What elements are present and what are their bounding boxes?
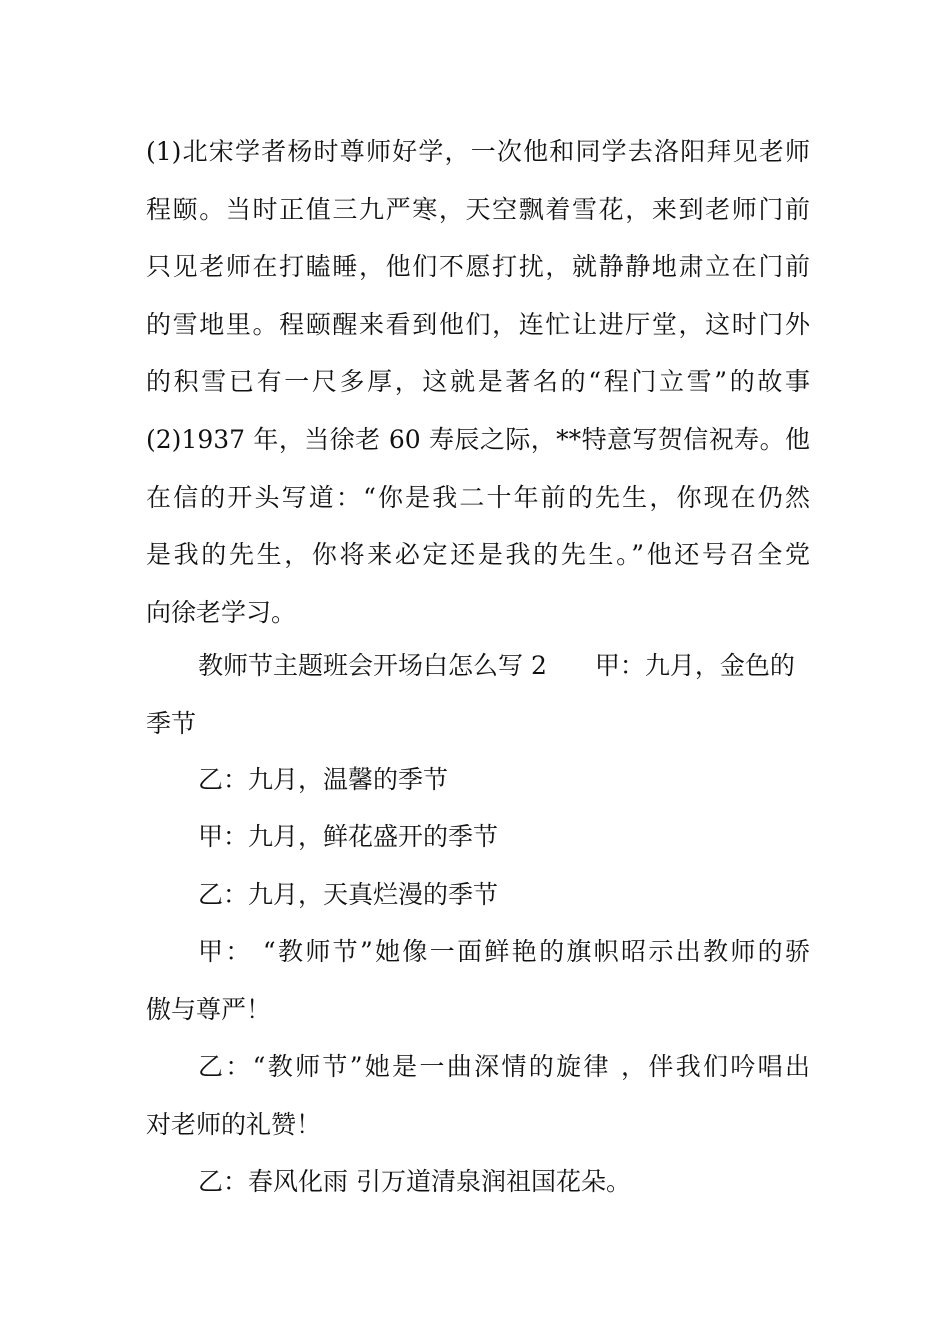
- dialogue-line: [146, 808, 810, 866]
- dialogue-line: [146, 1153, 810, 1211]
- text-line: 是我的先生，你将来必定还是我的先生。”他还号召全党: [146, 540, 810, 570]
- dialogue-lead: 甲：九月，金色的: [594, 651, 795, 680]
- text-line: 的积雪已有一尺多厚，这就是著名的“程门立雪”的故事: [146, 367, 810, 397]
- dialogue-text: 乙：九月，温馨的季节: [198, 765, 449, 794]
- text-line: 在信的开头写道：“你是我二十年前的先生，你现在仍然: [146, 482, 810, 512]
- dialogue-line: [146, 751, 810, 809]
- text-line: 的雪地里。程颐醒来看到他们，连忙让进厅堂，这时门外: [146, 309, 810, 339]
- dialogue-text: 乙：九月，天真烂漫的季节: [198, 880, 499, 909]
- text-line: (1)北宋学者杨时尊师好学，一次他和同学去洛阳拜见老师: [146, 137, 810, 166]
- text-line: 向徐老学习。: [146, 597, 297, 627]
- text-line: 程颐。当时正值三九严寒，天空飘着雪花，来到老师门前: [146, 194, 810, 224]
- paragraph-xu-lao-story: [146, 411, 810, 641]
- dialogue-line: [146, 866, 810, 924]
- paragraph-yang-shi-story: [146, 123, 810, 411]
- section-heading-title: 教师节主题班会开场白怎么写 2: [198, 651, 547, 680]
- dialogue-text: 甲： “教师节”她像一面鲜艳的旗帜昭示出教师的骄: [198, 937, 810, 966]
- dialogue-text: 对老师的礼赞！: [146, 1109, 322, 1139]
- dialogue-text: 乙：“教师节”她是一曲深情的旋律 ，伴我们吟唱出: [198, 1052, 810, 1081]
- dialogue-line: [146, 1038, 810, 1153]
- text-line: (2)1937 年，当徐老 60 寿辰之际，**特意写贺信祝寿。他: [146, 425, 810, 454]
- text-line: 只见老师在打瞌睡，他们不愿打扰，就静静地肃立在门前: [146, 252, 810, 282]
- dialogue-text: 傲与尊严！: [146, 994, 272, 1024]
- text-line: 季节: [146, 708, 197, 738]
- dialogue-text: 乙：春风化雨 引万道清泉润祖国花朵。: [198, 1167, 631, 1196]
- dialogue-line: [146, 923, 810, 1038]
- section-heading-line: [146, 637, 810, 695]
- section-heading-block: [146, 637, 810, 752]
- dialogue-text: 甲：九月，鲜花盛开的季节: [198, 822, 499, 851]
